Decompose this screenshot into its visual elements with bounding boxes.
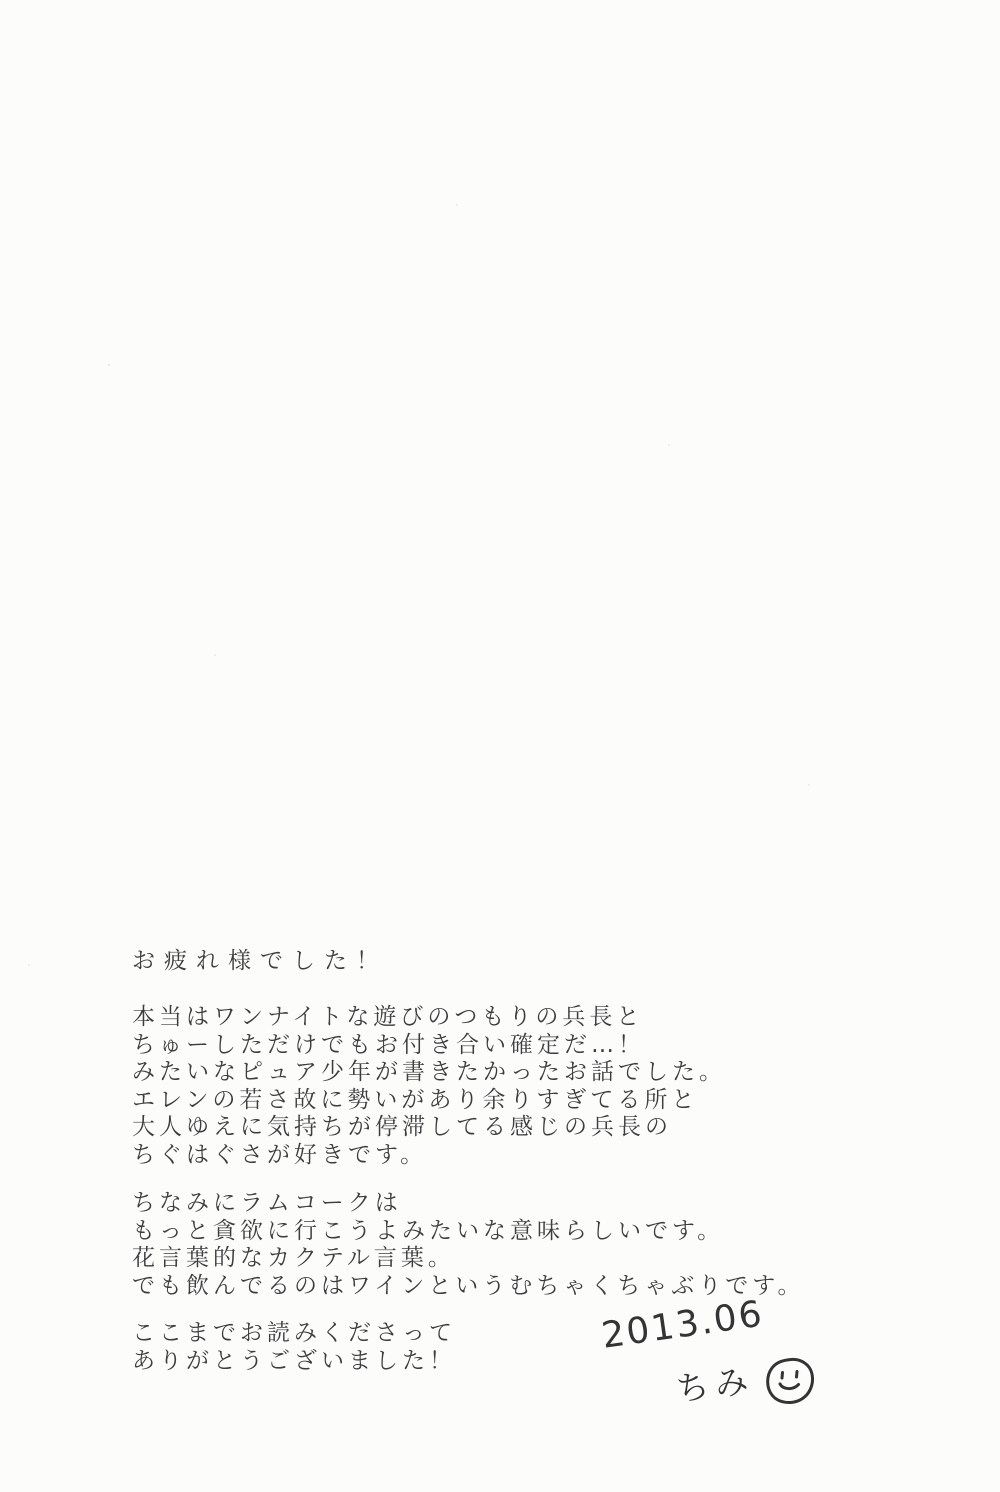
paragraph-2-line: 花言葉的なカクテル言葉。 <box>132 1245 455 1271</box>
paragraph-1-line: みたいなピュア少年が書きたかったお話でした。 <box>132 1059 726 1085</box>
closing-line: ここまでお読みくださって <box>132 1320 456 1346</box>
greeting-line: お疲れ様でした！ <box>132 948 388 974</box>
paragraph-1-line: エレンの若さ故に勢いがあり余りすぎてる所と <box>132 1086 699 1113</box>
paragraph-1-line: 大人ゆえに気持ちが停滞してる感じの兵長の <box>132 1114 672 1140</box>
paragraph-1 <box>132 1004 892 1169</box>
handwritten-date: 2013.06 <box>599 1293 767 1357</box>
paragraph-2-line: でも飲んでるのはワインというむちゃくちゃぶりです。 <box>132 1272 805 1299</box>
smiley-face-icon <box>764 1356 816 1406</box>
paragraph-1-line: 本当はワンナイトな遊びのつもりの兵長と <box>132 1004 644 1030</box>
paragraph-1-line: ちぐはぐさが好きです。 <box>132 1141 428 1168</box>
author-signature: ちみ <box>673 1360 757 1409</box>
paragraph-2 <box>132 1190 892 1300</box>
afterword-text <box>132 948 892 1375</box>
paragraph-2-line: ちなみにラムコークは <box>132 1190 402 1216</box>
closing-line: ありがとうございました！ <box>132 1347 456 1374</box>
paragraph-2-line: もっと貪欲に行こうよみたいな意味らしいです。 <box>132 1217 725 1244</box>
paragraph-1-line: ちゅーしただけでもお付き合い確定だ…！ <box>132 1031 645 1058</box>
